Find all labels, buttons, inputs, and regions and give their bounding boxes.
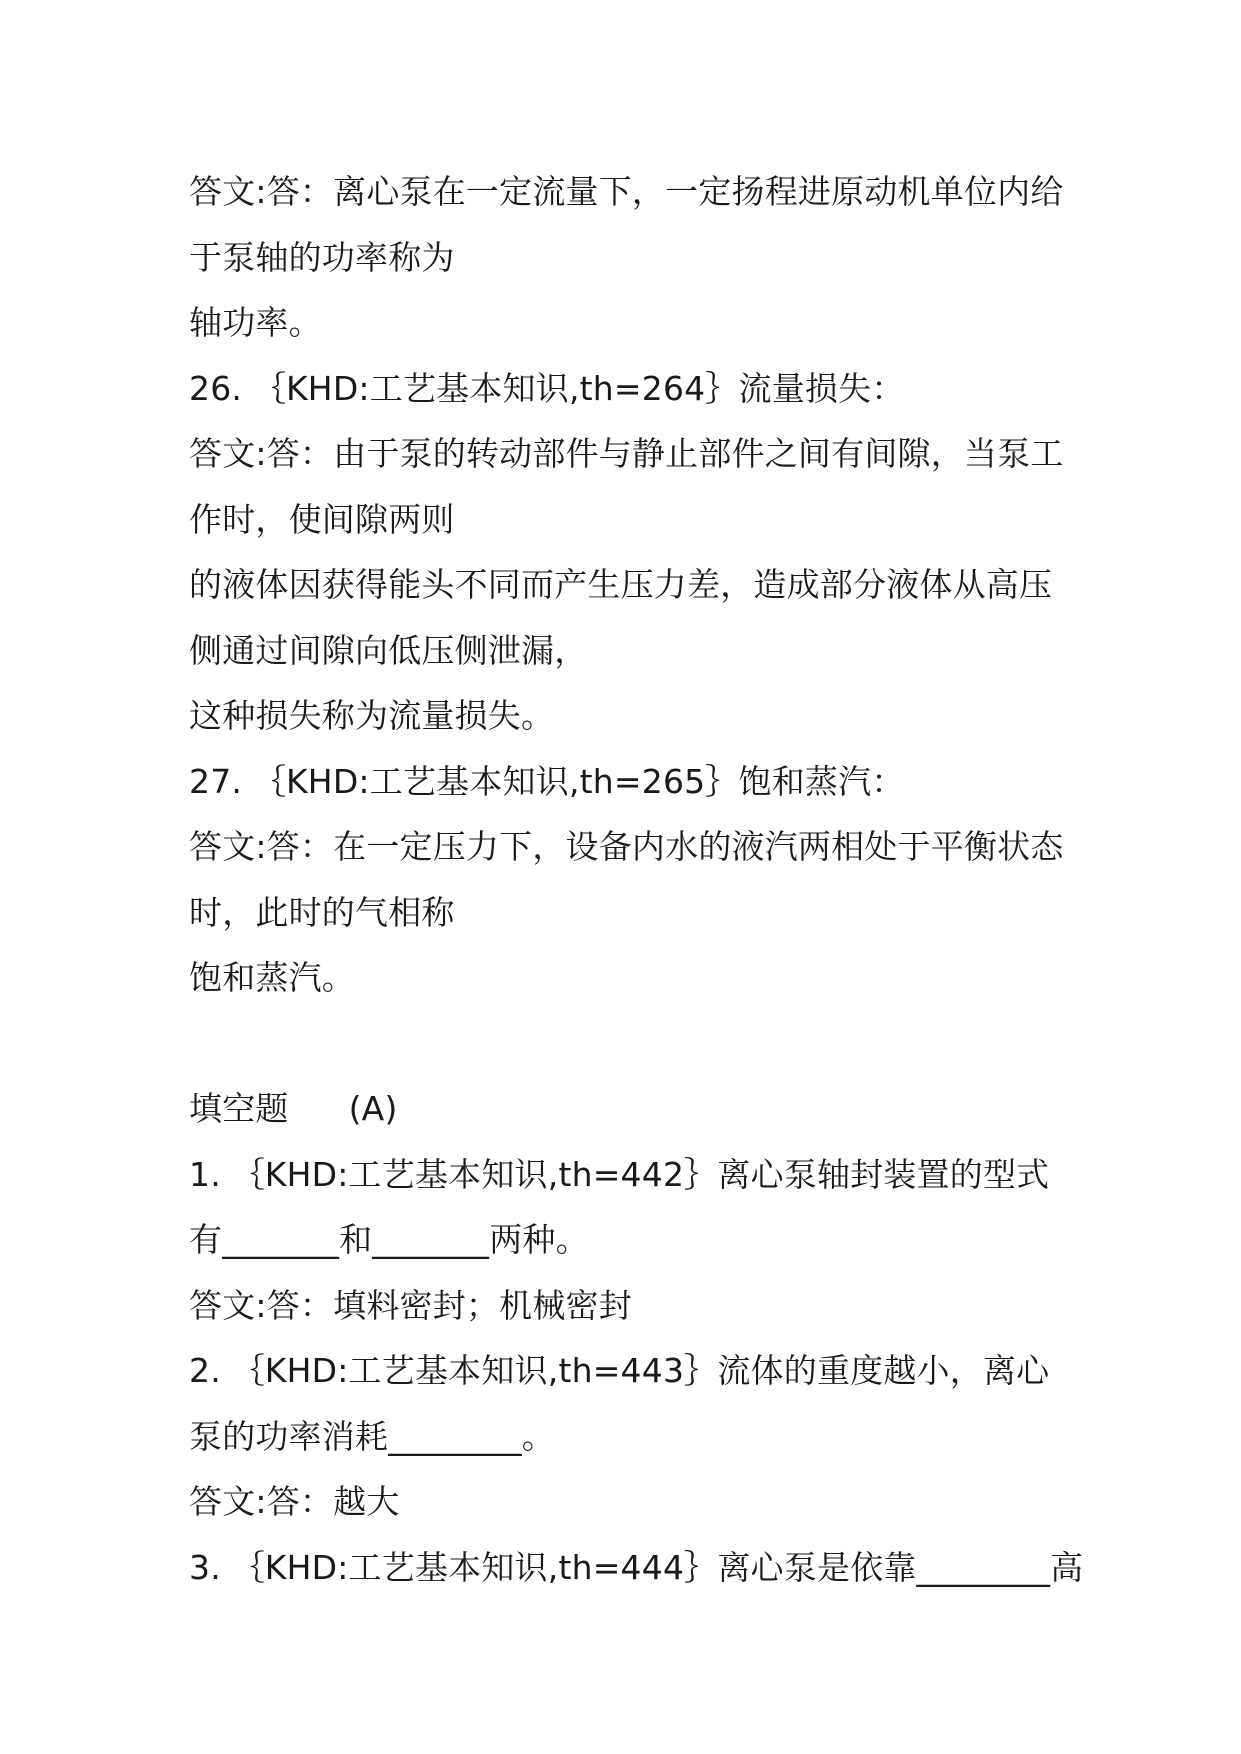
answer-line: 轴功率。 — [189, 303, 322, 342]
question-line: 3. ｛KHD:工艺基本知识,th=444｝离心泵是依靠________高 — [189, 1547, 1084, 1587]
answer-line: 侧通过间隙向低压侧泄漏， — [189, 630, 588, 670]
answer-line: 答文:答：由于泵的转动部件与静止部件之间有间隙，当泵工 — [189, 434, 1064, 473]
document-body — [189, 159, 1084, 1600]
answer-line: 的液体因获得能头不同而产生压力差，造成部分液体从高压 — [189, 565, 1053, 604]
question-line: 26. ｛KHD:工艺基本知识,th=264｝流量损失： — [189, 368, 905, 408]
answer-line: 饱和蒸汽。 — [189, 958, 355, 997]
section-spacer — [189, 1011, 1069, 1077]
question-line: 27. ｛KHD:工艺基本知识,th=265｝饱和蒸汽： — [189, 761, 905, 801]
answer-line: 答文:答：填料密封；机械密封 — [189, 1285, 632, 1325]
section-title: 填空题 — [189, 1089, 289, 1128]
question-line: 泵的功率消耗________。 — [189, 1416, 555, 1456]
section-tag: (A) — [348, 1089, 398, 1128]
question-line: 有_______和_______两种。 — [189, 1220, 589, 1259]
answer-line: 这种损失称为流量损失。 — [189, 696, 555, 735]
question-line: 1. ｛KHD:工艺基本知识,th=442｝离心泵轴封装置的型式 — [189, 1154, 1050, 1194]
answer-line: 作时，使间隙两则 — [189, 499, 455, 539]
answer-line: 答文:答：在一定压力下，设备内水的液汽两相处于平衡状态 — [189, 827, 1064, 866]
answer-line: 答文:答：离心泵在一定流量下，一定扬程进原动机单位内给 — [189, 172, 1064, 211]
section-heading — [189, 1076, 1069, 1142]
question-line: 2. ｛KHD:工艺基本知识,th=443｝流体的重度越小，离心 — [189, 1351, 1050, 1390]
answer-line: 时，此时的气相称 — [189, 892, 455, 932]
answer-line: 于泵轴的功率称为 — [189, 237, 455, 277]
answer-line: 答文:答：越大 — [189, 1482, 400, 1521]
